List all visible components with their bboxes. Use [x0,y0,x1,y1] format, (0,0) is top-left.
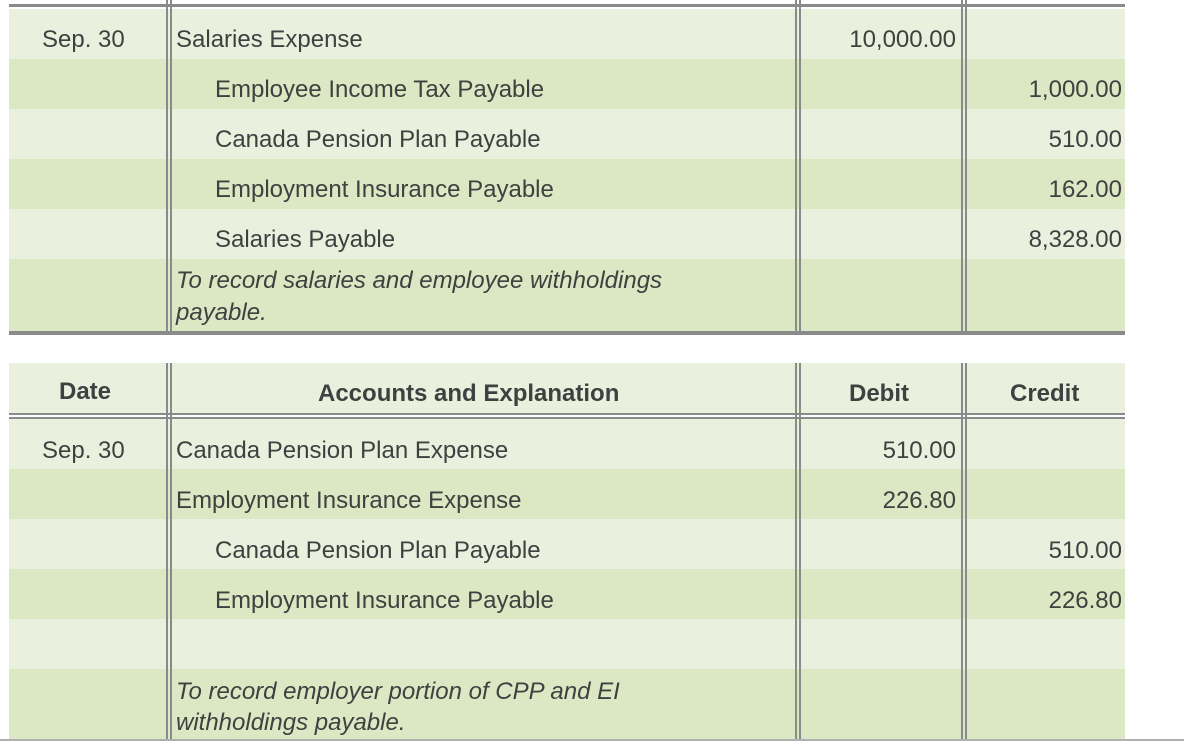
top-border [9,4,1125,7]
explanation-text: To record salaries and employee withholdings [176,267,663,294]
table-row [9,619,1125,669]
table-row [9,209,1125,259]
credit-amount: 510.00 [1048,537,1122,564]
account-credit: Salaries Payable [215,226,396,253]
credit-amount: 226.80 [1048,587,1122,614]
column-divider [166,363,168,739]
account-debit: Salaries Expense [176,26,363,53]
column-divider [166,0,168,332]
table-row [9,59,1125,109]
header-credit: Credit [1010,380,1080,407]
table-row [9,109,1125,159]
debit-amount: 510.00 [882,437,956,464]
entry-date: Sep. 30 [42,26,125,53]
table-row [9,419,1125,469]
explanation-text: To record employer portion of CPP and EI [176,678,620,705]
column-divider [170,363,172,739]
table-header [9,363,1125,413]
table-row [9,519,1125,569]
explanation-text: withholdings payable. [176,709,406,736]
account-credit: Employment Insurance Payable [215,176,554,203]
debit-amount: 226.80 [882,487,956,514]
column-divider [961,363,963,739]
column-divider [965,363,967,739]
debit-amount: 10,000.00 [849,26,956,53]
column-divider [795,363,797,739]
entry-date: Sep. 30 [42,437,125,464]
credit-amount: 1,000.00 [1028,76,1122,103]
column-divider [965,0,967,332]
credit-amount: 510.00 [1048,126,1122,153]
explanation-row [9,669,1125,739]
column-divider [799,363,801,739]
header-accounts: Accounts and Explanation [318,380,620,407]
header-underline [9,413,1125,415]
column-divider [961,0,963,332]
table-row [9,569,1125,619]
credit-amount: 162.00 [1048,176,1122,203]
column-divider [795,0,797,332]
account-credit: Employment Insurance Payable [215,587,554,614]
table-row [9,9,1125,59]
journal-entry-salaries [9,0,1125,336]
table-row [9,469,1125,519]
account-debit: Canada Pension Plan Expense [176,437,509,464]
bottom-border [9,331,1125,335]
journal-entry-employer-cpp-ei [9,363,1125,756]
account-credit: Canada Pension Plan Payable [215,537,541,564]
header-date: Date [59,378,112,405]
credit-amount: 8,328.00 [1028,226,1122,253]
header-debit: Debit [849,380,909,407]
explanation-row [9,259,1125,332]
explanation-text: payable. [176,299,267,326]
table-row [9,159,1125,209]
account-credit: Canada Pension Plan Payable [215,126,541,153]
column-divider [799,0,801,332]
column-divider [170,0,172,332]
page-bottom-rule [0,739,1184,741]
account-debit: Employment Insurance Expense [176,487,522,514]
account-credit: Employee Income Tax Payable [215,76,545,103]
